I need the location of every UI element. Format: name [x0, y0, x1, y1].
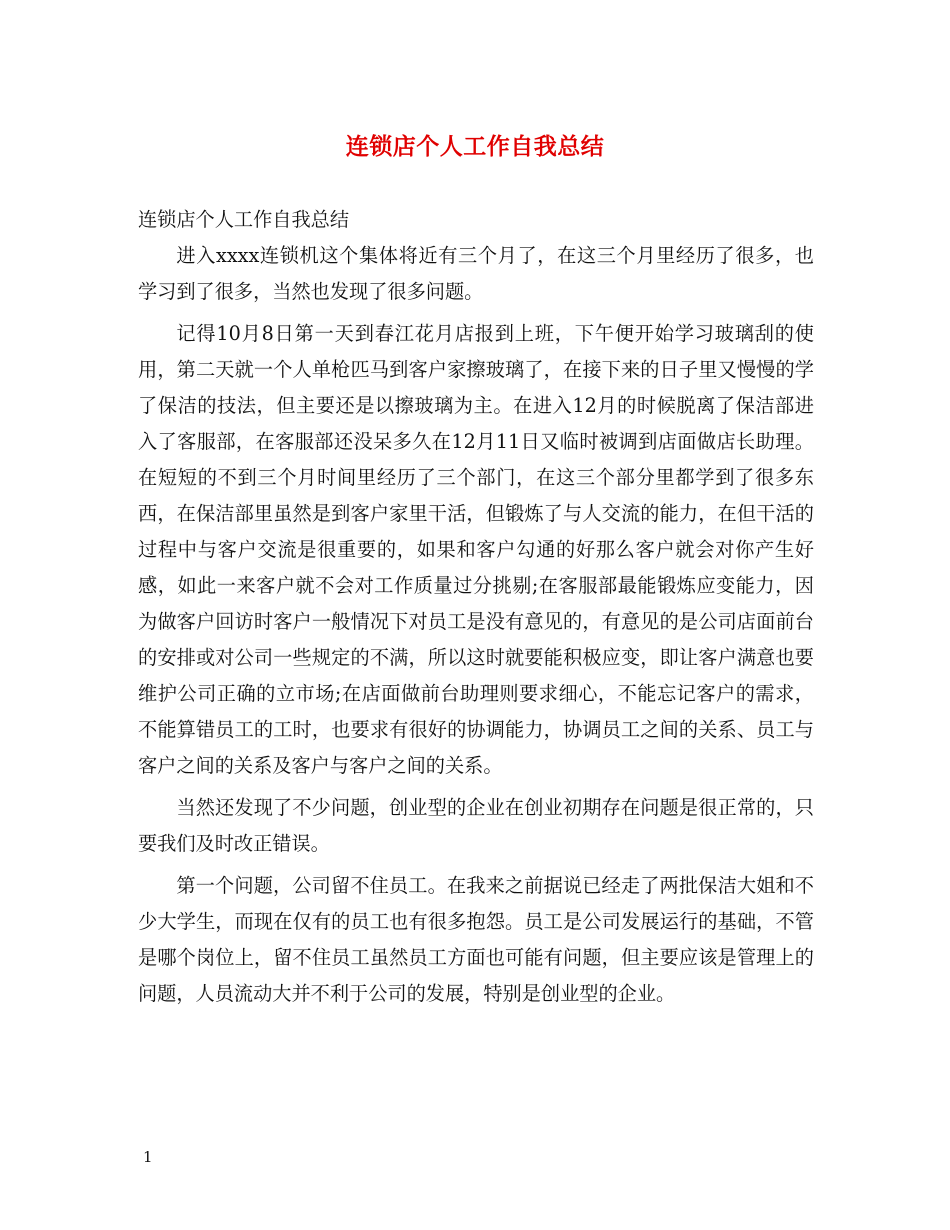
- page-number: 1: [143, 1148, 153, 1166]
- document-subtitle: 连锁店个人工作自我总结: [138, 208, 350, 231]
- paragraph-problems: 当然还发现了不少问题，创业型的企业在创业初期存在问题是很正常的，只要我们及时改正错误。: [138, 796, 814, 855]
- document-body: [138, 202, 814, 1012]
- paragraph-first-problem: 第一个问题，公司留不住员工。在我来之前据说已经走了两批保洁大姐和不少大学生，而现在仅有的员工也有很多抱怨。员工是公司发展运行的基础，不管是哪个岗位上，留不住员工虽然员工方面也可能有问题，但主要应该是管理上的问题，人员流动大并不利于公司的发展，特别是创业型的企业。: [138, 874, 814, 1005]
- paragraph-experience: 记得10月8日第一天到春江花月店报到上班，下午便开始学习玻璃刮的使用，第二天就一个人单枪匹马到客户家擦玻璃了，在接下来的日子里又慢慢的学了保洁的技法，但主要还是以擦玻璃为主。在进入12月的时候脱离了保洁部进入了客服部，在客服部还没呆多久在12月11日又临时被调到店面做店长助理。在短短的不到三个月时间里经历了三个部门，在这三个部分里都学到了很多东西，在保洁部里虽然是到客户家里干活，但锻炼了与人交流的能力，在但干活的过程中与客户交流是很重要的，如果和客户勾通的好那么客户就会对你产生好感，如此一来客户就不会对工作质量过分挑剔;在客服部最能锻炼应变能力，因为做客户回访时客户一般情况下对员工是没有意见的，有意见的是公司店面前台的安排或对公司一些规定的不满，所以这时就要能积极应变，即让客户满意也要维护公司正确的立市场;在店面做前台助理则要求细心，不能忘记客户的需求，不能算错员工的工时，也要求有很好的协调能力，协调员工之间的关系、员工与客户之间的关系及客户与客户之间的关系。: [138, 322, 814, 777]
- document-title: 连锁店个人工作自我总结: [345, 133, 605, 160]
- paragraph-intro: 进入xxxx连锁机这个集体将近有三个月了，在这三个月里经历了很多，也学习到了很多，当然也发现了很多问题。: [138, 244, 814, 303]
